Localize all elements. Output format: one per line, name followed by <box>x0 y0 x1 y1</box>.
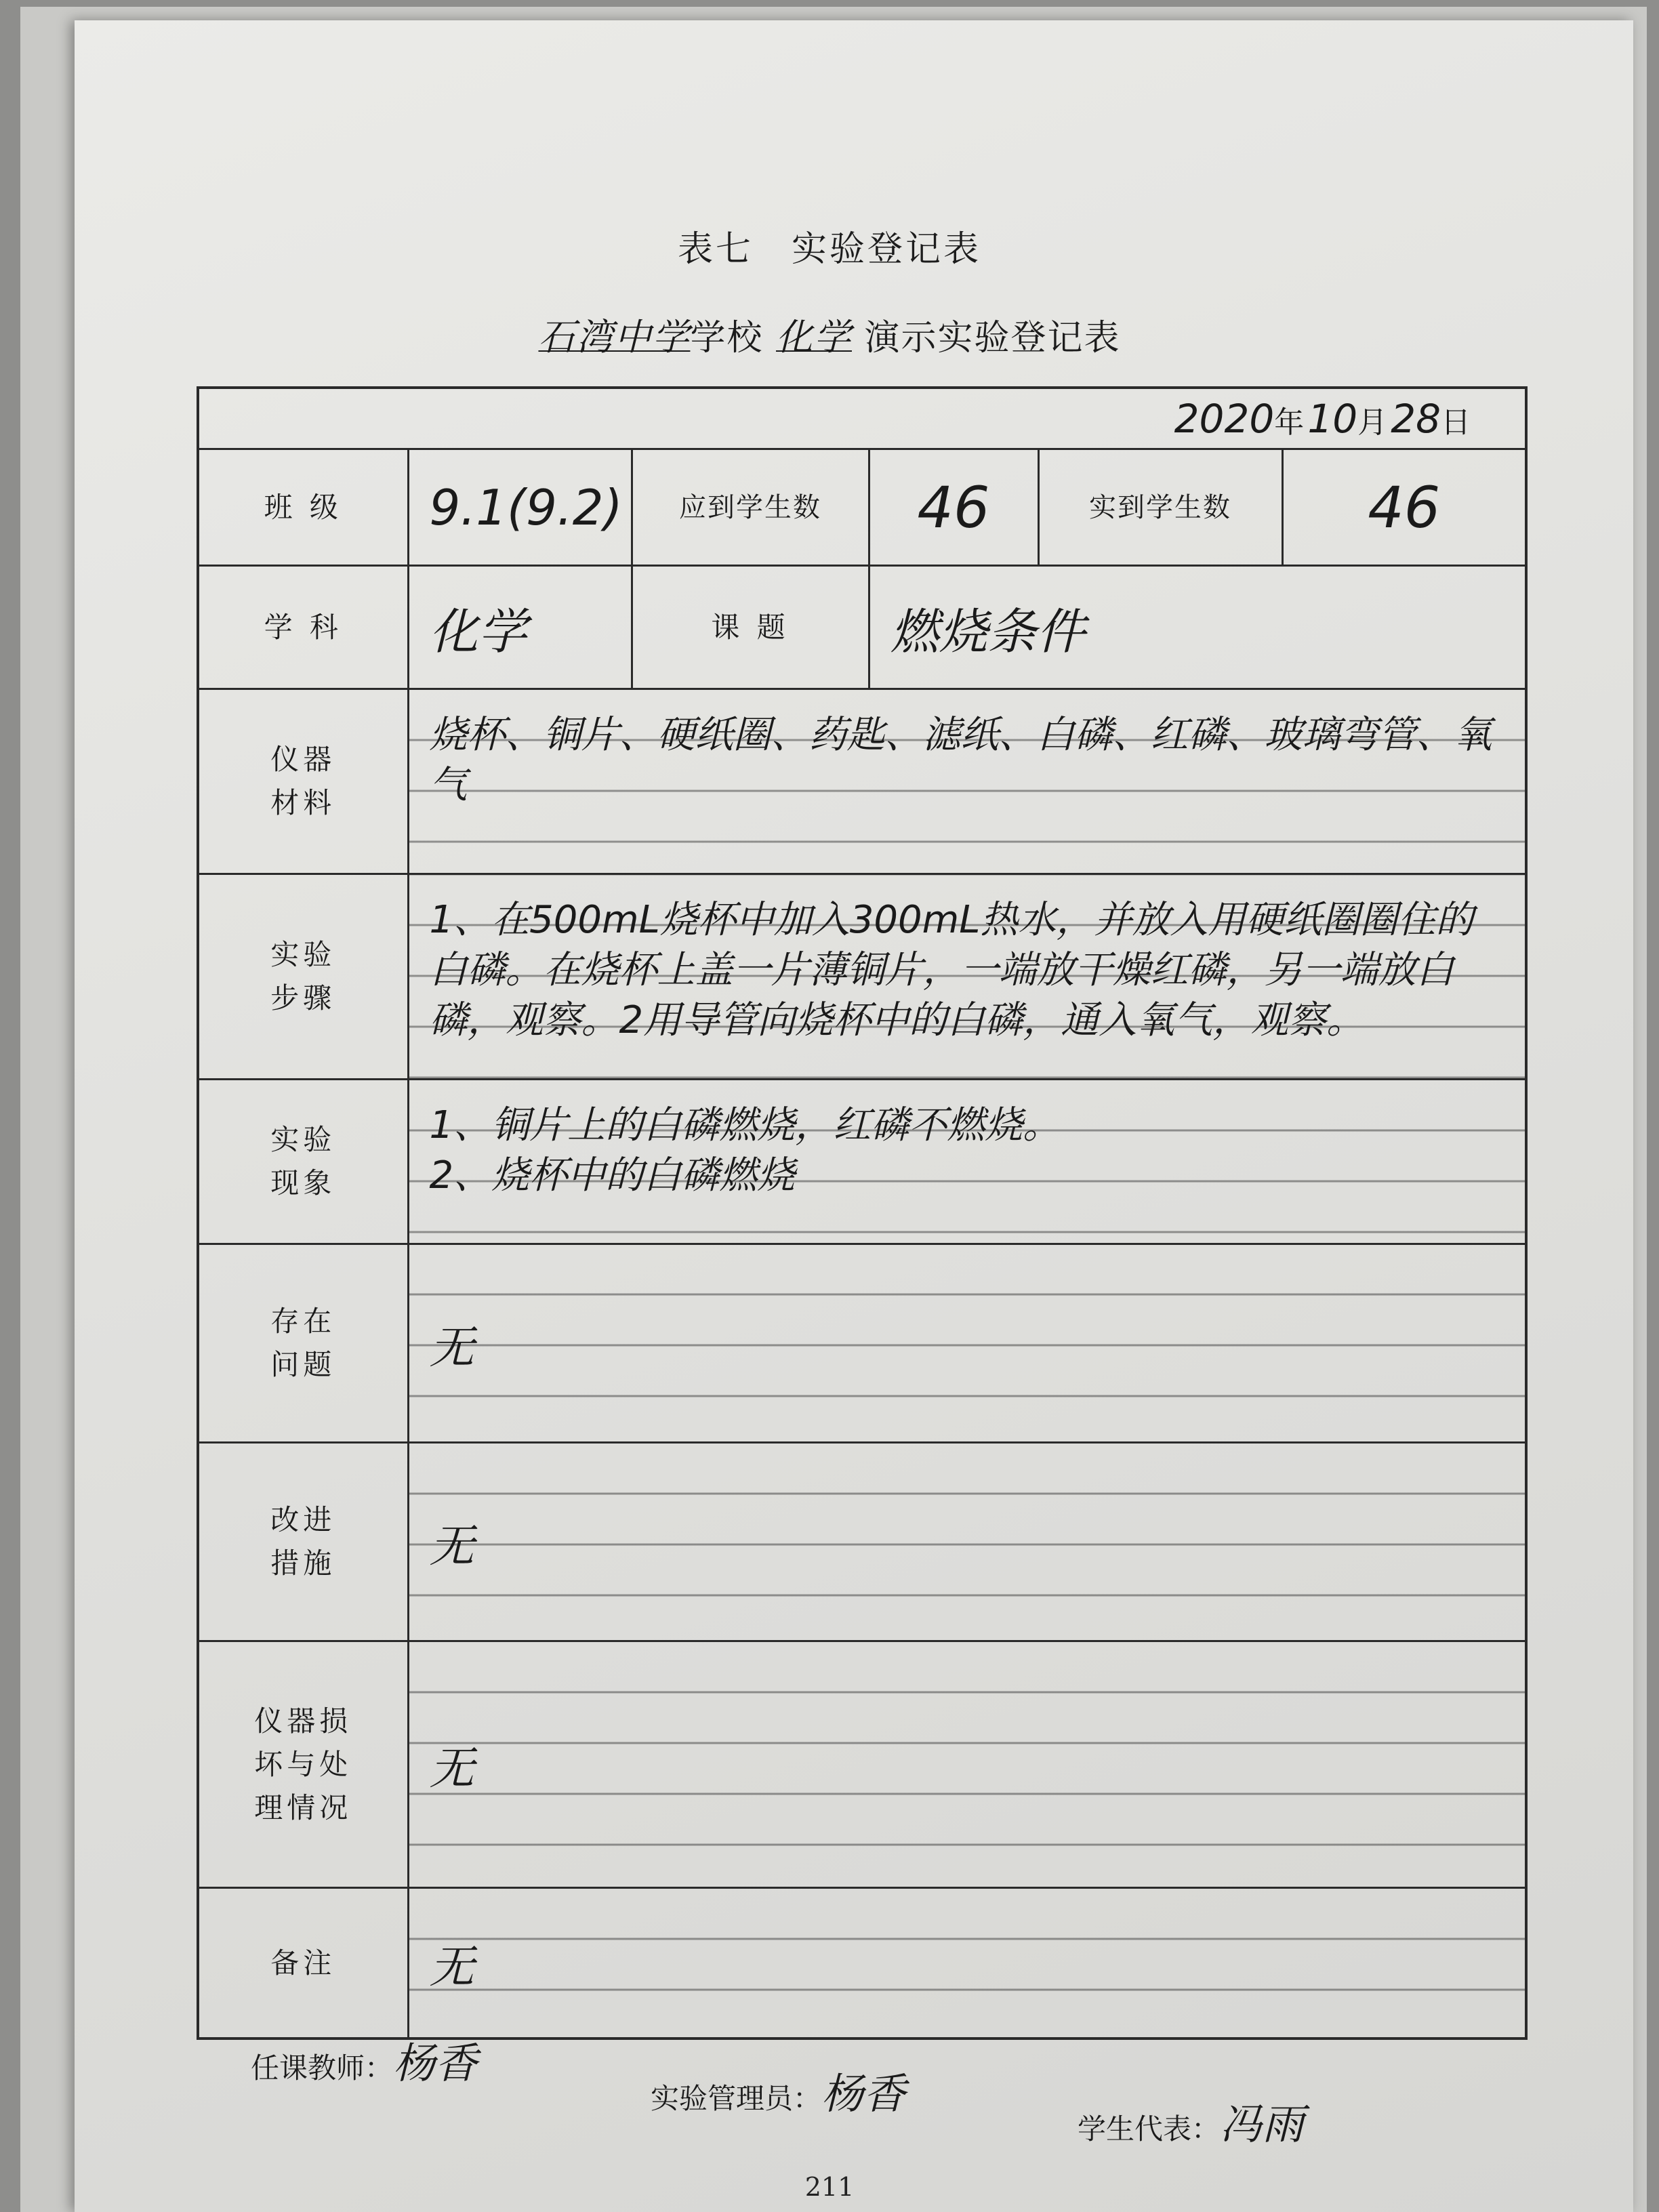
actual-students-label: 实到学生数 <box>1038 449 1282 566</box>
student-label: 学生代表： <box>1078 2112 1221 2146</box>
date-month-unit: 月 <box>1357 405 1388 440</box>
date-month: 10 <box>1307 395 1358 442</box>
page-number: 211 <box>804 2172 855 2202</box>
date-day-unit: 日 <box>1441 405 1471 440</box>
date-day: 28 <box>1391 395 1441 442</box>
school-suffix: 学校 <box>690 318 764 359</box>
subject-value: 化学 <box>408 566 632 689</box>
damage-value: 无 <box>408 1641 1526 1888</box>
materials-value: 烧杯、铜片、硬纸圈、药匙、滤纸、白磷、红磷、玻璃弯管、氧气 <box>408 689 1526 874</box>
topic-value: 燃烧条件 <box>869 566 1526 689</box>
damage-label: 仪器损 坏与处 理情况 <box>198 1641 408 1888</box>
page-title: 表七 实验登记表 <box>677 229 981 270</box>
remarks-value: 无 <box>408 1888 1526 2039</box>
materials-label: 仪器 材料 <box>198 689 408 874</box>
phenomena-line-1: 1、铜片上的白磷燃烧，红磷不燃烧。 <box>429 1103 1061 1148</box>
student-signature-block <box>1078 2091 1304 2151</box>
subtitle-suffix: 演示实验登记表 <box>864 318 1121 359</box>
school-name: 石湾中学 <box>538 316 691 359</box>
date-row <box>198 388 1526 449</box>
date-year: 2020 <box>1174 395 1275 442</box>
class-label: 班 级 <box>198 449 408 566</box>
phenomena-line-2: 2、烧杯中的白磷燃烧 <box>429 1153 796 1198</box>
teacher-signature-block <box>251 2030 477 2090</box>
steps-value: 1、在500mL烧杯中加入300mL热水，并放入用硬纸圈圈住的白磷。在烧杯上盖一片薄铜片，一端放干燥红磷，另一端放白磷，观察。2用导管向烧杯中的白磷，通入氧气，观察。 <box>408 874 1526 1080</box>
phenomena-label: 实验 现象 <box>198 1080 408 1244</box>
improvement-label: 改进 措施 <box>198 1443 408 1641</box>
problems-value: 无 <box>408 1244 1526 1442</box>
topic-label: 课 题 <box>632 566 869 689</box>
registration-form <box>197 386 1528 2040</box>
subject-name: 化学 <box>776 316 852 359</box>
improvement-value: 无 <box>408 1443 1526 1641</box>
problems-label: 存在 问题 <box>198 1244 408 1442</box>
remarks-label: 备注 <box>198 1888 408 2039</box>
manager-signature-block <box>651 2060 905 2121</box>
class-value: 9.1(9.2) <box>408 449 632 566</box>
manager-signature: 杨香 <box>821 2069 906 2118</box>
manager-label: 实验管理员： <box>651 2082 822 2115</box>
phenomena-value <box>408 1080 1526 1244</box>
date-year-unit: 年 <box>1274 405 1305 440</box>
expected-students-value: 46 <box>869 449 1038 566</box>
teacher-label: 任课教师： <box>251 2051 394 2085</box>
student-signature: 冯雨 <box>1220 2100 1305 2149</box>
form-subtitle <box>0 308 1659 361</box>
actual-students-value: 46 <box>1282 449 1526 566</box>
steps-label: 实验 步骤 <box>198 874 408 1080</box>
expected-students-label: 应到学生数 <box>632 449 869 566</box>
subject-label: 学 科 <box>198 566 408 689</box>
teacher-signature: 杨香 <box>393 2039 478 2088</box>
